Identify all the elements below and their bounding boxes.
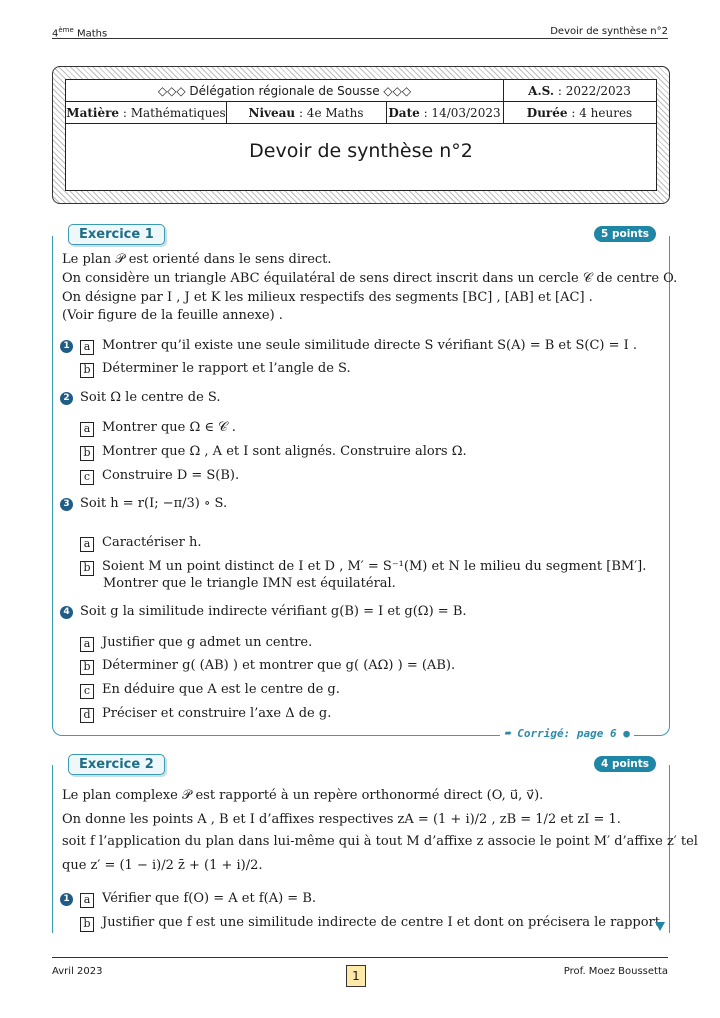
q1b: b Déterminer le rapport et l’angle de S.	[80, 359, 351, 379]
footer-author: Prof. Moez Boussetta	[563, 966, 668, 977]
question-number: 1	[60, 340, 73, 353]
continue-arrow-icon	[655, 922, 665, 931]
ex2-line: Le plan complexe 𝒫 est rapporté à un repère orthonormé direct (O, u⃗, v⃗).	[62, 788, 544, 803]
question-number: 4	[60, 606, 73, 619]
ex1-intro-line: On désigne par I , J et K les milieux respectifs des segments [BC] , [AB] et [AC] .	[62, 290, 593, 305]
running-header-left: 4ème Maths	[52, 26, 108, 40]
q1a: a Montrer qu’il existe une seule similitude directe S vérifiant S(A) = B et S(C) = I .	[80, 336, 637, 356]
ex1-intro-line: (Voir figure de la feuille annexe) .	[62, 308, 283, 323]
q4b: b Déterminer g( (AB) ) et montrer que g( (AΩ) ) = (AB).	[80, 656, 455, 676]
ex1-intro-line: Le plan 𝒫 est orienté dans le sens direct.	[62, 252, 332, 267]
q4-stem: Soit g la similitude indirecte vérifiant g(B) = I et g(Ω) = B.	[80, 604, 467, 619]
footer-rule	[52, 957, 668, 958]
exam-title: Devoir de synthèse n°2	[249, 140, 473, 162]
duree-cell: Durée : 4 heures	[503, 102, 656, 124]
q2b: b Montrer que Ω , A et I sont alignés. Construire alors Ω.	[80, 442, 467, 462]
exam-header-box	[52, 66, 670, 204]
q3-stem: Soit h = r(I; −π/3) ∘ S.	[80, 496, 228, 511]
exercise-2-points: 4 points	[594, 756, 656, 772]
q3b-line2: Montrer que le triangle IMN est équilatéral.	[103, 576, 396, 591]
footer-date: Avril 2023	[52, 966, 103, 977]
ex2-q1b: b Justifier que f est une similitude indirecte de centre I et dont on précisera le rapport.	[80, 913, 664, 933]
q4c: c En déduire que A est le centre de g.	[80, 680, 340, 700]
question-number: 2	[60, 392, 73, 405]
question-number: 3	[60, 498, 73, 511]
q2c: c Construire D = S(B).	[80, 466, 239, 486]
date-cell: Date : 14/03/2023	[386, 102, 503, 124]
page-number: 1	[346, 965, 366, 987]
exercise-2-title: Exercice 2	[68, 754, 165, 775]
as-cell: A.S. : 2022/2023	[503, 80, 656, 102]
delegation-cell: ◇◇◇ Délégation régionale de Sousse ◇◇◇	[66, 80, 503, 102]
header-rule	[52, 38, 668, 39]
q4d: d Préciser et construire l’axe Δ de g.	[80, 704, 331, 724]
matiere-cell: Matière : Mathématiques	[66, 102, 226, 124]
q2-stem: Soit Ω le centre de S.	[80, 390, 221, 405]
exercise-1-points: 5 points	[594, 226, 656, 242]
ex2-line: que z′ = (1 − i)/2 z̄ + (1 + i)/2.	[62, 858, 263, 873]
niveau-cell: Niveau : 4e Maths	[226, 102, 386, 124]
box-divider	[386, 102, 387, 123]
q3b: b Soient M un point distinct de I et D , M′ = S⁻¹(M) et N le milieu du segment [BM′].	[80, 557, 646, 577]
ex1-intro-line: On considère un triangle ABC équilatéral de sens direct inscrit dans un cercle 𝒞 de centre O.	[62, 271, 678, 286]
q3a: a Caractériser h.	[80, 533, 201, 553]
ex2-line: On donne les points A , B et I d’affixes respectives zA = (1 + i)/2 , zB = 1/2 et zI = 1.	[62, 812, 621, 827]
box-divider	[226, 102, 227, 123]
q2a: a Montrer que Ω ∈ 𝒞 .	[80, 418, 236, 438]
ex2-q1a: a Vérifier que f(O) = A et f(A) = B.	[80, 889, 316, 909]
q4a: a Justifier que g admet un centre.	[80, 633, 312, 653]
exercise-1-title: Exercice 1	[68, 224, 165, 245]
corrige-link[interactable]: ➠ Corrigé: page 6 ●	[500, 727, 634, 740]
ex2-line: soit f l’application du plan dans lui-même qui à tout M d’affixe z associe le point M′ d’affixe z′ tel	[62, 834, 698, 849]
box-divider	[503, 80, 504, 123]
question-number: 1	[60, 893, 73, 906]
running-header-right: Devoir de synthèse n°2	[550, 26, 668, 37]
